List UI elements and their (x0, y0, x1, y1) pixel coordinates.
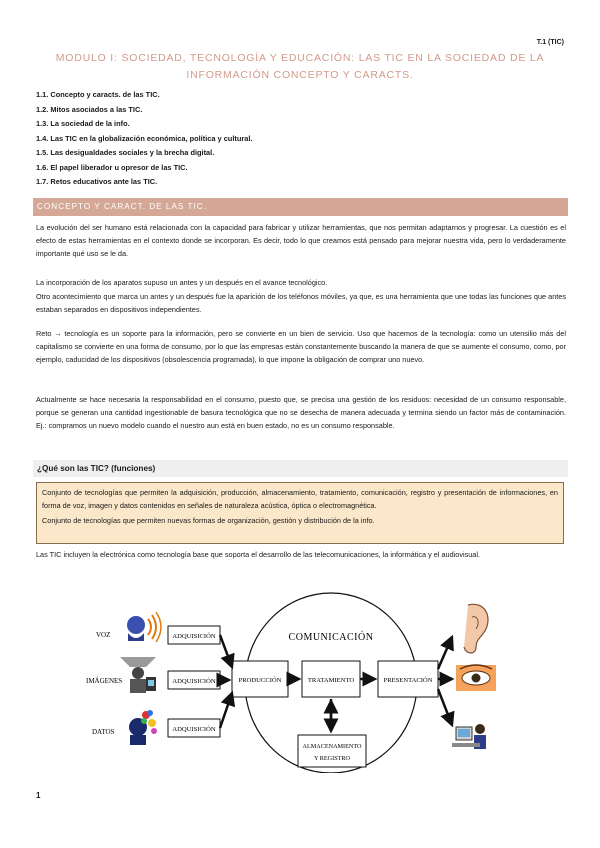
input-label-voice: VOZ (96, 631, 111, 639)
acquisition-box-voice (168, 626, 220, 644)
computer-user-icon (452, 724, 486, 749)
storage-label: Y REGISTRO (313, 755, 351, 762)
communication-label: COMUNICACIÓN (288, 632, 374, 643)
voice-icon (127, 612, 161, 642)
acquisition-label: ADQUISICIÓN (172, 633, 216, 640)
acquisition-label: ADQUISICIÓN (172, 678, 216, 685)
production-box (232, 661, 288, 697)
tic-functions-diagram (80, 585, 520, 773)
toc-item: 1.6. El papel liberador u opresor de las TIC. (36, 162, 188, 172)
treatment-label: TRATAMIENTO (307, 677, 355, 684)
toc-item: 1.3. La sociedad de la info. (36, 119, 130, 128)
acquisition-box-images (168, 671, 220, 689)
table-of-contents (36, 88, 252, 190)
input-label-images: IMÁGENES (86, 677, 123, 685)
module-title: MODULO I: SOCIEDAD, TECNOLOGÍA Y EDUCACIÓN: LAS TIC EN LA SOCIEDAD DE LA INFORMACIÓN CONCEPTO Y CARACTS. (55, 52, 545, 81)
presentation-box (378, 661, 438, 697)
toc-item: 1.4. Las TIC en la globalización económica, política y cultural. (36, 133, 253, 143)
toc-item: 1.7. Retos educativos ante las TIC. (36, 177, 158, 186)
eye-icon (456, 665, 496, 691)
page-number: 1 (36, 791, 41, 800)
toc-item: 1.5. Las desigualdades sociales y la brecha digital. (36, 148, 215, 157)
production-label: PRODUCCIÓN (238, 677, 282, 684)
paragraph: Actualmente se hace necesaria la responsabilidad en el consumo, puesto que, se precisa una gestión de los residuos: necesidad de un consumo responsable, porque se generan una cantidad ingestionable de basura tecnológica que no se desecha de manera adecuada y termina siendo un factor más de contaminación. Ej.: compramos un nuevo modelo cuando el nuestro aun está en buen estado, no es un consumo responsable. (36, 395, 566, 430)
paragraph: La evolución del ser humano está relacionada con la capacidad para fabricar y utilizar herramientas, que nos permitan adaptarnos y progresar. La cuestión es el efecto de estas herramientas en el contexto donde se incorporan. Es decir, todo lo que creamos está pensado para mejorar nuestra vida, pero lo verdaderamente importante qué uso se le da. (36, 223, 566, 258)
definition-text: Conjunto de tecnologías que permiten nuevas formas de organización, gestión y distribución de la info. (42, 516, 375, 525)
subsection-heading: ¿Qué son las TIC? (funciones) (33, 460, 568, 477)
ear-icon (464, 604, 488, 653)
section-heading: CONCEPTO Y CARACT. DE LAS TIC. (33, 198, 568, 216)
storage-box (298, 735, 366, 767)
storage-label: ALMACENAMIENTO (302, 743, 362, 750)
data-icon (129, 710, 157, 745)
toc-item: 1.1. Concepto y caracts. de las TIC. (36, 90, 160, 99)
paragraph: Las TIC incluyen la electrónica como tecnología base que soporta el desarrollo de las telecomunicaciones, la informática y el audiovisual. (36, 550, 481, 559)
presentation-label: PRESENTACIÓN (383, 677, 433, 684)
paragraph: Reto → tecnología es un soporte para la información, pero se convierte en un bien de servicio. Uso que hacemos de la tecnología: como un utensilio más del capitalismo se convierte en una forma de consumo, por lo que las empresas están constantemente buscando la manera de que se aumente el consumo, como, por ejemplo, caducidad de los dispositivos (obsolescencia programada), lo que impone la obligación de comprar uno nuevo. (36, 329, 566, 364)
paragraph: La incorporación de los aparatos supuso un antes y un después en el avance tecnológico. (36, 278, 328, 287)
treatment-box (302, 661, 360, 697)
acquisition-box-data (168, 719, 220, 737)
acquisition-label: ADQUISICIÓN (172, 726, 216, 733)
toc-item: 1.2. Mitos asociados a las TIC. (36, 104, 143, 114)
definition-box (36, 482, 564, 544)
topic-reference: T.1 (TIC) (536, 39, 564, 46)
camera-icon (120, 657, 156, 693)
definition-text: Conjunto de tecnologías que permiten la adquisición, producción, almacenamiento, tratamiento, comunicación, registro y presentación de informaciones, en forma de voz, imagen y datos contenidos en señales de naturaleza acústica, óptica o electromagnética. (42, 488, 558, 510)
input-label-data: DATOS (92, 728, 115, 736)
paragraph: Otro acontecimiento que marca un antes y un después fue la aparición de los teléfonos móviles, ya que, es una herramienta que une todas las funciones que antes estaban separados en dispositivos independientes. (36, 292, 566, 314)
